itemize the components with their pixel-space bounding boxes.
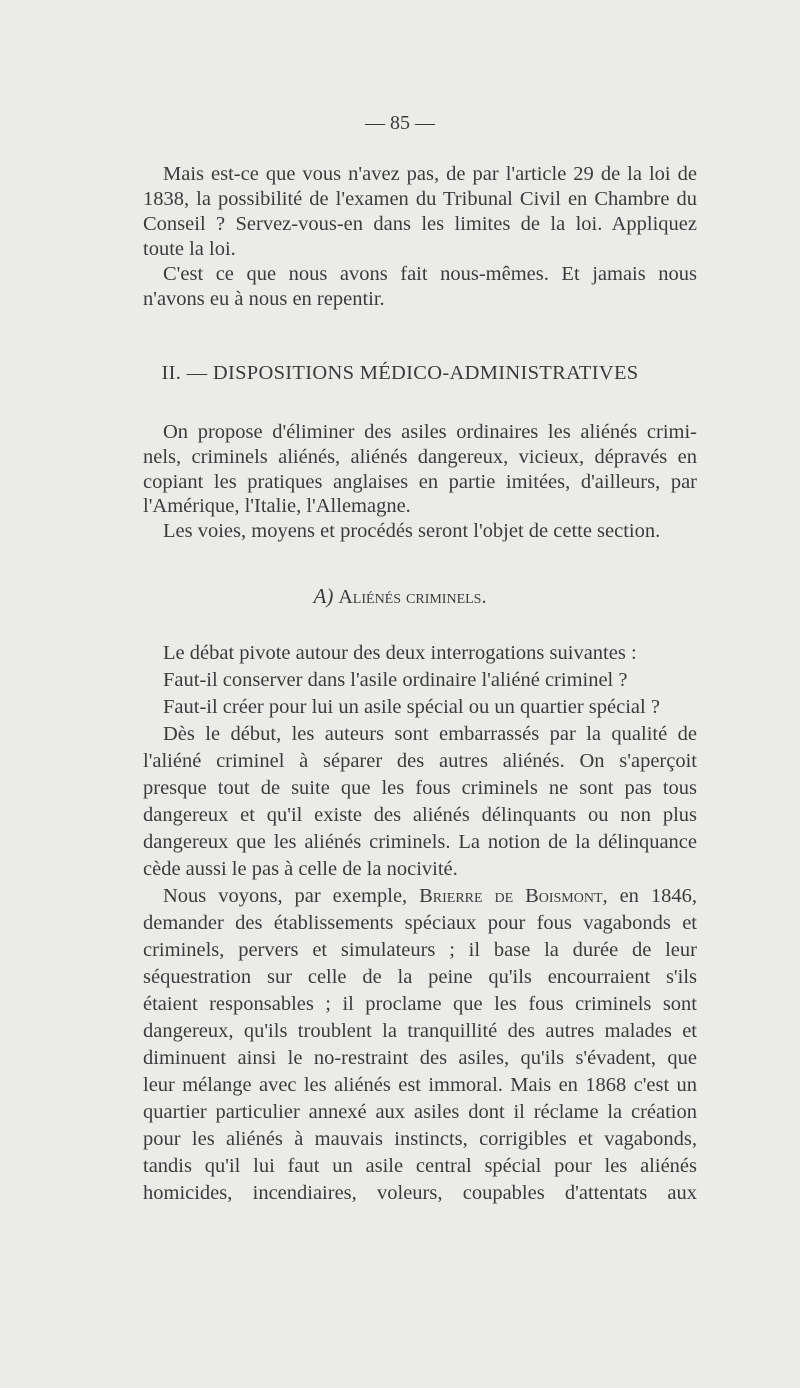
text-line: séquestration sur celle de la peine qu'ils encourraient s'ils [143,966,697,988]
text-line: demander des établissements spéciaux pour fous vagabonds et [143,912,697,934]
page-number: — 85 — [365,112,435,134]
text-line: diminuent ainsi le no-restraint des asiles, qu'ils s'évadent, que [143,1047,697,1069]
subsection-heading [0,584,800,609]
text-line: homicides, incendiaires, voleurs, coupables d'attentats aux [143,1182,697,1204]
text-line: Mais est-ce que vous n'avez pas, de par l'article 29 de la loi de [163,163,697,185]
text-line: l'aliéné criminel à séparer des autres aliénés. On s'aperçoit [143,750,697,772]
text-line: Le débat pivote autour des deux interrogations suivantes : [163,642,637,664]
text-line: cède aussi le pas à celle de la nocivité. [143,858,458,880]
section-heading: II. — DISPOSITIONS MÉDICO-ADMINISTRATIVES [161,362,639,384]
text-fragment: Nous voyons, par exemple, [163,885,420,907]
text-line: nels, criminels aliénés, aliénés dangereux, vicieux, dépravés en [143,445,697,468]
text-line: toute la loi. [143,238,236,260]
text-line: leur mélange avec les aliénés est immoral. Mais en 1868 c'est un [143,1074,697,1096]
paragraph-block-3 [143,640,697,1207]
text-line: C'est ce que nous avons fait nous-mêmes. Et jamais nous [163,263,697,285]
text-fragment: , en 1846, [602,885,697,907]
text-line: dangereux, qu'ils troublent la tranquillité des autres malades et [143,1020,697,1042]
text-line: Faut-il créer pour lui un asile spécial ou un quartier spécial ? [163,696,660,718]
text-line: dangereux et qu'il existe des aliénés délinquants ou non plus [143,804,697,826]
text-line: n'avons eu à nous en repentir. [143,288,385,310]
text-line: copiant les pratiques anglaises en partie imitées, d'ailleurs, par [143,470,697,493]
text-line: 1838, la possibilité de l'examen du Tribunal Civil en Chambre du [143,188,697,210]
text-line: l'Amérique, l'Italie, l'Allemagne. [143,495,411,518]
text-line: dangereux que les aliénés criminels. La notion de la délinquance [143,831,697,853]
text-line: On propose d'éliminer des asiles ordinaires les aliénés crimi- [163,421,697,443]
paragraph-block-1 [143,162,697,312]
text-line: Conseil ? Servez-vous-en dans les limites de la loi. Appliquez [143,213,697,235]
text-line: pour les aliénés à mauvais instincts, corrigibles et vagabonds, [143,1128,697,1150]
subsection-letter: A) [313,584,334,608]
subsection-title: Aliénés criminels. [338,586,487,608]
paragraph-block-2 [143,420,697,544]
text-line: étaient responsables ; il proclame que les fous criminels sont [143,993,697,1015]
text-line: criminels, pervers et simulateurs ; il base la durée de leur [143,939,697,961]
author-name: Brierre de Boismont [419,885,603,907]
text-line: Dès le début, les auteurs sont embarrassés par la qualité de [163,723,697,745]
text-line: Les voies, moyens et procédés seront l'objet de cette section. [163,520,661,543]
text-line: tandis qu'il lui faut un asile central spécial pour les aliénés [143,1155,697,1177]
text-line: Faut-il conserver dans l'asile ordinaire l'aliéné criminel ? [163,669,628,691]
text-line: quartier particulier annexé aux asiles dont il réclame la création [143,1101,697,1123]
text-line [143,883,697,910]
text-line: presque tout de suite que les fous criminels ne sont pas tous [143,777,697,799]
